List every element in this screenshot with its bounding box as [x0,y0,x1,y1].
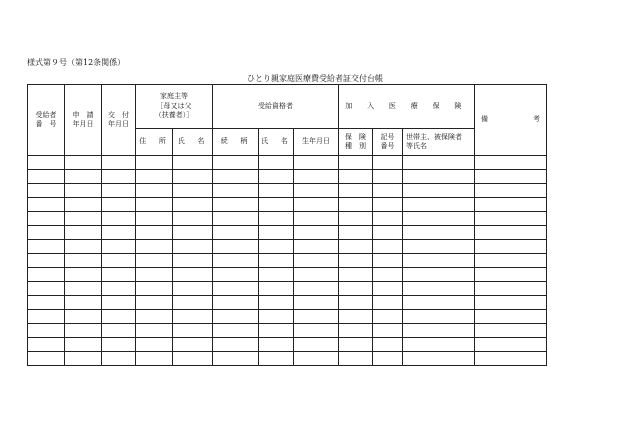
table-cell[interactable] [259,240,294,254]
table-cell[interactable] [294,226,339,240]
table-row [28,198,547,212]
table-cell[interactable] [294,324,339,338]
table-cell[interactable] [403,296,475,310]
table-row [28,156,547,170]
table-cell[interactable] [294,282,339,296]
table-cell[interactable] [373,310,403,324]
table-cell[interactable] [28,310,65,324]
table-cell[interactable] [259,156,294,170]
table-cell[interactable] [213,240,259,254]
table-cell[interactable] [65,212,102,226]
table-cell[interactable] [28,338,65,352]
table-cell[interactable] [213,170,259,184]
table-cell[interactable] [213,226,259,240]
table-cell[interactable] [403,282,475,296]
table-row [28,282,547,296]
table-cell[interactable] [373,198,403,212]
table-cell[interactable] [102,268,136,282]
table-cell[interactable] [173,268,213,282]
table-cell[interactable] [136,310,173,324]
table-cell[interactable] [475,198,547,212]
table-cell[interactable] [65,310,102,324]
table-cell[interactable] [173,310,213,324]
table-row [28,352,547,366]
table-cell[interactable] [102,226,136,240]
table-cell[interactable] [173,338,213,352]
table-cell[interactable] [373,156,403,170]
table-cell[interactable] [259,338,294,352]
table-cell[interactable] [339,170,373,184]
table-cell[interactable] [294,310,339,324]
table-row [28,212,547,226]
table-cell[interactable] [65,282,102,296]
table-cell[interactable] [403,240,475,254]
table-cell[interactable] [339,324,373,338]
table-row [28,170,547,184]
table-cell[interactable] [65,324,102,338]
table-cell[interactable] [102,170,136,184]
table-cell[interactable] [403,226,475,240]
table-cell[interactable] [173,226,213,240]
table-cell[interactable] [173,282,213,296]
table-cell[interactable] [259,282,294,296]
table-cell[interactable] [373,324,403,338]
table-cell[interactable] [339,156,373,170]
table-cell[interactable] [475,240,547,254]
table-cell[interactable] [102,282,136,296]
table-cell[interactable] [259,310,294,324]
subcol-symbol-number: 記号 番号 [373,129,403,156]
table-cell[interactable] [28,324,65,338]
table-cell[interactable] [339,352,373,366]
table-cell[interactable] [475,226,547,240]
table-cell[interactable] [475,310,547,324]
table-cell[interactable] [136,268,173,282]
ledger-table [27,84,547,366]
table-row [28,184,547,198]
table-cell[interactable] [136,296,173,310]
table-cell[interactable] [173,296,213,310]
table-cell[interactable] [102,254,136,268]
table-cell[interactable] [259,170,294,184]
col-application-date: 申 請 年月日 [65,85,102,156]
table-cell[interactable] [259,226,294,240]
table-cell[interactable] [403,310,475,324]
subcol-address: 住 所 [136,129,173,156]
table-cell[interactable] [65,156,102,170]
table-row [28,338,547,352]
table-cell[interactable] [294,212,339,226]
table-cell[interactable] [213,156,259,170]
table-cell[interactable] [136,282,173,296]
table-cell[interactable] [259,296,294,310]
table-cell[interactable] [173,352,213,366]
table-cell[interactable] [136,352,173,366]
table-cell[interactable] [28,352,65,366]
subcol-insurance-type: 保 険 種 別 [339,129,373,156]
table-cell[interactable] [213,212,259,226]
table-cell[interactable] [373,352,403,366]
table-cell[interactable] [403,156,475,170]
subcol-relationship: 続 柄 [213,129,259,156]
table-cell[interactable] [403,184,475,198]
table-cell[interactable] [259,184,294,198]
table-cell[interactable] [28,282,65,296]
table-cell[interactable] [403,268,475,282]
table-cell[interactable] [259,212,294,226]
table-cell[interactable] [259,268,294,282]
table-cell[interactable] [475,212,547,226]
table-cell[interactable] [475,352,547,366]
table-cell[interactable] [213,352,259,366]
table-cell[interactable] [136,198,173,212]
table-cell[interactable] [259,198,294,212]
table-cell[interactable] [213,184,259,198]
table-cell[interactable] [403,254,475,268]
table-cell[interactable] [102,310,136,324]
table-cell[interactable] [173,170,213,184]
table-cell[interactable] [373,212,403,226]
table-row [28,226,547,240]
table-cell[interactable] [339,226,373,240]
table-row [28,254,547,268]
table-cell[interactable] [102,198,136,212]
table-cell[interactable] [339,254,373,268]
col-remarks: 備 考 [475,85,547,156]
table-cell[interactable] [65,240,102,254]
table-cell[interactable] [173,240,213,254]
table-cell[interactable] [213,268,259,282]
form-number: 様式第９号（第12条関係） [27,58,126,67]
table-cell[interactable] [28,170,65,184]
subcol-insured-name: 世帯主、被保険者 等氏名 [403,129,475,156]
table-cell[interactable] [294,240,339,254]
table-cell[interactable] [339,310,373,324]
table-cell[interactable] [65,226,102,240]
table-cell[interactable] [65,170,102,184]
table-cell[interactable] [373,240,403,254]
table-cell[interactable] [339,282,373,296]
table-cell[interactable] [403,352,475,366]
table-row [28,324,547,338]
table-cell[interactable] [102,184,136,198]
form-title: ひとり親家庭医療費受給者証交付台帳 [247,74,383,83]
table-cell[interactable] [173,198,213,212]
table-cell[interactable] [102,338,136,352]
table-cell[interactable] [173,324,213,338]
table-row [28,268,547,282]
table-cell[interactable] [213,324,259,338]
table-cell[interactable] [294,352,339,366]
table-cell[interactable] [339,184,373,198]
table-cell[interactable] [213,282,259,296]
table-cell[interactable] [373,184,403,198]
table-cell[interactable] [403,170,475,184]
table-cell[interactable] [475,282,547,296]
table-cell[interactable] [28,156,65,170]
table-cell[interactable] [136,226,173,240]
table-cell[interactable] [339,296,373,310]
table-cell[interactable] [475,156,547,170]
table-cell[interactable] [136,184,173,198]
subcol-head-name: 氏 名 [173,129,213,156]
table-cell[interactable] [373,282,403,296]
table-cell[interactable] [403,198,475,212]
table-cell[interactable] [136,240,173,254]
table-cell[interactable] [102,156,136,170]
table-cell[interactable] [259,324,294,338]
table-cell[interactable] [475,268,547,282]
table-cell[interactable] [213,296,259,310]
table-cell[interactable] [259,254,294,268]
table-cell[interactable] [28,254,65,268]
table-cell[interactable] [373,338,403,352]
table-row [28,296,547,310]
table-cell[interactable] [294,296,339,310]
table-row [28,240,547,254]
table-cell[interactable] [213,254,259,268]
table-cell[interactable] [294,254,339,268]
table-cell[interactable] [373,268,403,282]
table-cell[interactable] [213,198,259,212]
header-row-main [28,85,547,129]
table-cell[interactable] [102,240,136,254]
table-cell[interactable] [28,226,65,240]
table-cell[interactable] [173,184,213,198]
col-household-head: 家庭主等 ［母又は父 （扶養者）］ [136,85,213,129]
table-cell[interactable] [173,212,213,226]
table-cell[interactable] [475,338,547,352]
table-cell[interactable] [294,156,339,170]
table-cell[interactable] [102,212,136,226]
table-cell[interactable] [136,212,173,226]
table-cell[interactable] [65,338,102,352]
table-cell[interactable] [373,254,403,268]
table-cell[interactable] [173,156,213,170]
col-insurance: 加 入 医 療 保 険 [339,85,475,129]
subcol-person-name: 氏 名 [259,129,294,156]
table-cell[interactable] [294,268,339,282]
table-cell[interactable] [102,296,136,310]
col-qualified-person: 受給資格者 [213,85,339,129]
table-cell[interactable] [28,268,65,282]
table-cell[interactable] [65,352,102,366]
table-cell[interactable] [294,170,339,184]
table-cell[interactable] [339,268,373,282]
table-cell[interactable] [339,198,373,212]
table-row [28,310,547,324]
table-cell[interactable] [136,324,173,338]
table-cell[interactable] [65,198,102,212]
table-cell[interactable] [28,212,65,226]
table-cell[interactable] [475,296,547,310]
table-cell[interactable] [339,338,373,352]
table-cell[interactable] [65,296,102,310]
table-cell[interactable] [294,184,339,198]
table-cell[interactable] [403,324,475,338]
table-cell[interactable] [213,338,259,352]
table-cell[interactable] [339,212,373,226]
table-cell[interactable] [65,184,102,198]
table-cell[interactable] [28,184,65,198]
table-cell[interactable] [136,254,173,268]
table-cell[interactable] [136,156,173,170]
table-cell[interactable] [65,254,102,268]
table-cell[interactable] [339,240,373,254]
table-cell[interactable] [28,296,65,310]
table-cell[interactable] [475,170,547,184]
table-cell[interactable] [294,338,339,352]
table-cell[interactable] [403,338,475,352]
table-cell[interactable] [213,310,259,324]
table-cell[interactable] [28,240,65,254]
table-cell[interactable] [136,170,173,184]
table-cell[interactable] [475,324,547,338]
table-cell[interactable] [102,352,136,366]
table-cell[interactable] [173,254,213,268]
table-cell[interactable] [475,254,547,268]
col-issue-date: 交 付 年月日 [102,85,136,156]
table-cell[interactable] [65,268,102,282]
table-cell[interactable] [373,170,403,184]
table-cell[interactable] [259,352,294,366]
table-cell[interactable] [373,296,403,310]
table-cell[interactable] [28,198,65,212]
table-cell[interactable] [136,338,173,352]
table-cell[interactable] [403,212,475,226]
table-cell[interactable] [373,226,403,240]
subcol-birth-date: 生年月日 [294,129,339,156]
table-cell[interactable] [475,184,547,198]
table-cell[interactable] [294,198,339,212]
col-recipient-number: 受給者 番 号 [28,85,65,156]
table-cell[interactable] [102,324,136,338]
